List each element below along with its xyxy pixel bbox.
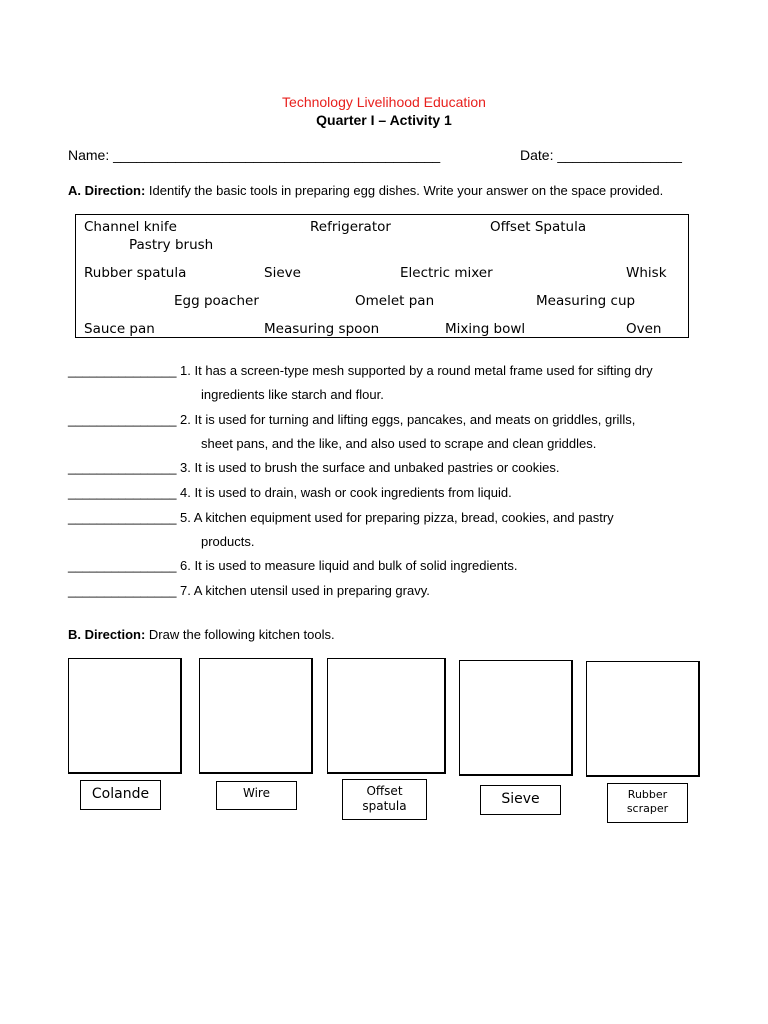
drawing-label: Offset spatula bbox=[342, 779, 427, 820]
question-line: _______________ 4. It is used to drain, wash or cook ingredients from liquid. bbox=[68, 485, 512, 500]
drawing-box bbox=[586, 661, 700, 777]
question-line: _______________ 5. A kitchen equipment used for preparing pizza, bread, cookies, and pastry bbox=[68, 510, 614, 525]
date-field: Date: ________________ bbox=[520, 147, 682, 163]
word-bank-item: Oven bbox=[626, 321, 662, 337]
word-bank-item: Measuring cup bbox=[536, 293, 636, 309]
word-bank-box bbox=[75, 214, 689, 338]
word-bank-item: Channel knife bbox=[84, 219, 177, 235]
question-line: _______________ 1. It has a screen-type mesh supported by a round metal frame used for sifting dry bbox=[68, 363, 653, 378]
word-bank-item: Pastry brush bbox=[129, 237, 214, 253]
word-bank-item: Mixing bowl bbox=[445, 321, 526, 337]
question-line: products. bbox=[201, 534, 255, 549]
word-bank-item: Electric mixer bbox=[400, 265, 493, 281]
word-bank-item: Sieve bbox=[264, 265, 301, 281]
drawing-label: Wire bbox=[216, 781, 297, 810]
word-bank-item: Refrigerator bbox=[310, 219, 391, 235]
section-a-text: Identify the basic tools in preparing egg dishes. Write your answer on the space provided. bbox=[145, 183, 664, 198]
word-bank-item: Omelet pan bbox=[355, 293, 435, 309]
name-field: Name: __________________________________________ bbox=[68, 147, 441, 163]
question-line: sheet pans, and the like, and also used to scrape and clean griddles. bbox=[201, 436, 597, 451]
drawing-box bbox=[459, 660, 573, 776]
section-b-label: B. Direction: bbox=[68, 627, 146, 642]
drawing-label: Rubber scraper bbox=[607, 783, 688, 823]
word-bank-item: Sauce pan bbox=[84, 321, 155, 337]
question-line: _______________ 6. It is used to measure liquid and bulk of solid ingredients. bbox=[68, 558, 518, 573]
word-bank-item: Offset Spatula bbox=[490, 219, 587, 235]
section-a-direction bbox=[68, 183, 663, 198]
drawing-box bbox=[199, 658, 313, 774]
section-b-direction bbox=[68, 627, 335, 642]
question-line: _______________ 7. A kitchen utensil used in preparing gravy. bbox=[68, 583, 430, 598]
drawing-box bbox=[327, 658, 446, 774]
word-bank-item: Whisk bbox=[626, 265, 667, 281]
question-line: ingredients like starch and flour. bbox=[201, 387, 384, 402]
drawing-box bbox=[68, 658, 182, 774]
word-bank-item: Egg poacher bbox=[174, 293, 259, 309]
worksheet-title: Technology Livelihood Education bbox=[282, 94, 486, 110]
question-line: _______________ 2. It is used for turning and lifting eggs, pancakes, and meats on griddles, grills, bbox=[68, 412, 636, 427]
section-a-label: A. Direction: bbox=[68, 183, 146, 198]
question-line: _______________ 3. It is used to brush the surface and unbaked pastries or cookies. bbox=[68, 460, 560, 475]
word-bank-item: Measuring spoon bbox=[264, 321, 380, 337]
worksheet-subtitle: Quarter I – Activity 1 bbox=[316, 112, 452, 128]
drawing-label: Sieve bbox=[480, 785, 561, 815]
section-b-text: Draw the following kitchen tools. bbox=[145, 627, 335, 642]
drawing-label: Colande bbox=[80, 780, 161, 810]
word-bank-item: Rubber spatula bbox=[84, 265, 187, 281]
